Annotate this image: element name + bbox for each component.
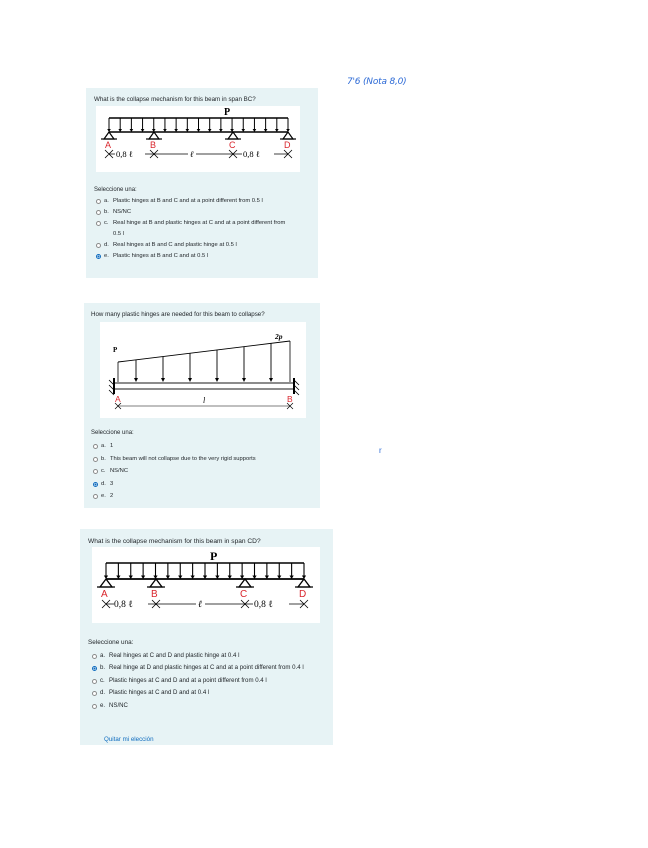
support-B [146,132,162,139]
radio-button-selected[interactable] [93,482,98,487]
load-arrowhead [269,378,273,382]
options-list [93,440,315,503]
option-a[interactable] [96,196,306,207]
support-D [295,579,313,587]
point-D-label: D [284,140,291,150]
support-C [225,132,241,139]
support-B [147,579,165,587]
load-arrowhead [188,378,192,382]
option-d[interactable] [92,687,332,699]
option-text: 2 [110,493,114,499]
point-C-label: C [240,589,248,600]
load-left-label: P [113,346,118,354]
support-A [101,132,117,139]
option-c[interactable] [96,218,306,240]
question-card-2 [84,303,320,508]
load-arrowhead [161,378,165,382]
option-text: Real hinge at D and plastic hinges at C and at a point different from 0.4 l [109,664,304,672]
radio-button[interactable] [93,457,98,462]
support-D [280,132,296,139]
option-text: This beam will not collapse due to the very rigid supports [110,455,256,462]
point-A-label: A [105,140,112,150]
load-arrowhead [215,378,219,382]
point-A-label: A [101,589,108,600]
load-arrows [107,118,290,132]
option-b[interactable] [96,207,306,218]
dim-CD: 0,8 ℓ [254,600,273,610]
radio-button[interactable] [96,243,101,248]
support-A [97,579,115,587]
option-letter: d. [104,242,109,248]
fixed-beam-diagram [100,322,306,418]
pen-mark: r [379,446,382,455]
point-C-label: C [229,140,236,150]
dim-BC: ℓ [190,149,194,159]
option-e[interactable] [93,490,315,503]
option-text: Plastic hinges at C and D and at a point different from 0.4 l [109,676,267,684]
continuous-beam-diagram [96,106,300,172]
option-b[interactable] [92,662,332,674]
point-B-label: B [151,589,158,600]
option-letter: a. [100,652,106,659]
load-arrowhead [242,378,246,382]
option-b[interactable] [93,453,315,466]
radio-button[interactable] [92,691,97,696]
beam-figure [96,106,300,172]
option-letter: e. [104,253,109,259]
option-text: NS/NC [109,701,128,709]
span-label: l [203,396,206,405]
option-letter: b. [104,209,109,215]
option-letter: c. [100,676,105,684]
load-label: P [224,107,231,118]
continuous-beam-diagram [92,547,320,623]
radio-button[interactable] [93,469,98,474]
radio-button[interactable] [96,221,101,226]
load-arrows [134,343,273,382]
radio-button-selected[interactable] [92,666,97,671]
option-text: Real hinge at B and plastic hinges at C and at a point different from 0.5 l [113,220,286,237]
option-text: 1 [110,443,114,449]
question-text: How many plastic hinges are needed for this beam to collapse? [91,311,265,318]
option-letter: e. [100,701,106,709]
option-letter: d. [101,480,106,487]
clear-choice-link[interactable]: Quitar mi elección [104,736,154,743]
dim-BC: ℓ [198,600,202,610]
question-text: What is the collapse mechanism for this beam in span CD? [88,538,261,545]
point-A-label: A [115,394,121,404]
point-D-label: D [299,589,307,600]
fixed-support-A [109,378,114,395]
option-text: Plastic hinges at C and D and at 0.4 l [109,689,210,697]
select-label: Seleccione una: [91,430,134,436]
option-e[interactable] [92,700,332,712]
option-a[interactable] [92,650,332,662]
dim-AB: 0,8 ℓ [114,600,133,610]
radio-button[interactable] [92,679,97,684]
option-text: 3 [110,480,114,487]
load-right-label: 2p [275,332,283,341]
option-letter: b. [100,664,106,672]
radio-button[interactable] [92,704,97,709]
select-label: Seleccione una: [88,639,134,646]
option-d[interactable] [96,240,306,251]
load-arrows [104,563,306,579]
option-letter: a. [104,198,109,204]
beam-figure [92,547,320,623]
select-label: Seleccione una: [94,187,137,193]
option-c[interactable] [92,675,332,687]
option-text: NS/NC [113,209,132,215]
option-a[interactable] [93,440,315,453]
option-c[interactable] [93,465,315,478]
radio-button[interactable] [96,210,101,215]
point-B-label: B [150,140,157,150]
fixed-support-B [294,378,299,395]
radio-button-selected[interactable] [96,254,101,259]
question-card-3 [80,529,333,745]
option-e[interactable] [96,251,306,262]
question-text: What is the collapse mechanism for this beam in span BC? [94,96,256,103]
radio-button[interactable] [93,444,98,449]
option-letter: e. [101,493,106,499]
dim-CD: 0,8 ℓ [243,149,260,159]
option-text: Real hinges at B and C and plastic hinge at 0.5 l [113,242,237,248]
point-B-label: B [287,394,293,404]
option-letter: c. [101,468,106,474]
option-text: Plastic hinges at B and C and at 0.5 l [113,253,209,259]
option-text: Real hinges at C and D and plastic hinge at 0.4 l [109,652,240,659]
option-text: Plastic hinges at B and C and at a point different from 0.5 l [113,198,263,204]
load-label: P [210,549,218,563]
option-d[interactable] [93,478,315,491]
option-letter: d. [100,689,106,697]
radio-button[interactable] [92,654,97,659]
option-letter: a. [101,443,106,449]
handwritten-grade-note: 7'6 (Nota 8,0) [347,77,407,87]
question-card-1 [86,88,318,278]
load-arrowhead [134,378,138,382]
support-C [236,579,254,587]
option-letter: b. [101,455,106,462]
radio-button[interactable] [96,199,101,204]
radio-button[interactable] [93,494,98,499]
beam-figure [100,322,306,418]
option-letter: c. [104,220,109,226]
options-list [96,196,306,262]
options-list [92,650,332,712]
dim-AB: 0,8 ℓ [116,149,133,159]
option-text: NS/NC [110,468,129,474]
